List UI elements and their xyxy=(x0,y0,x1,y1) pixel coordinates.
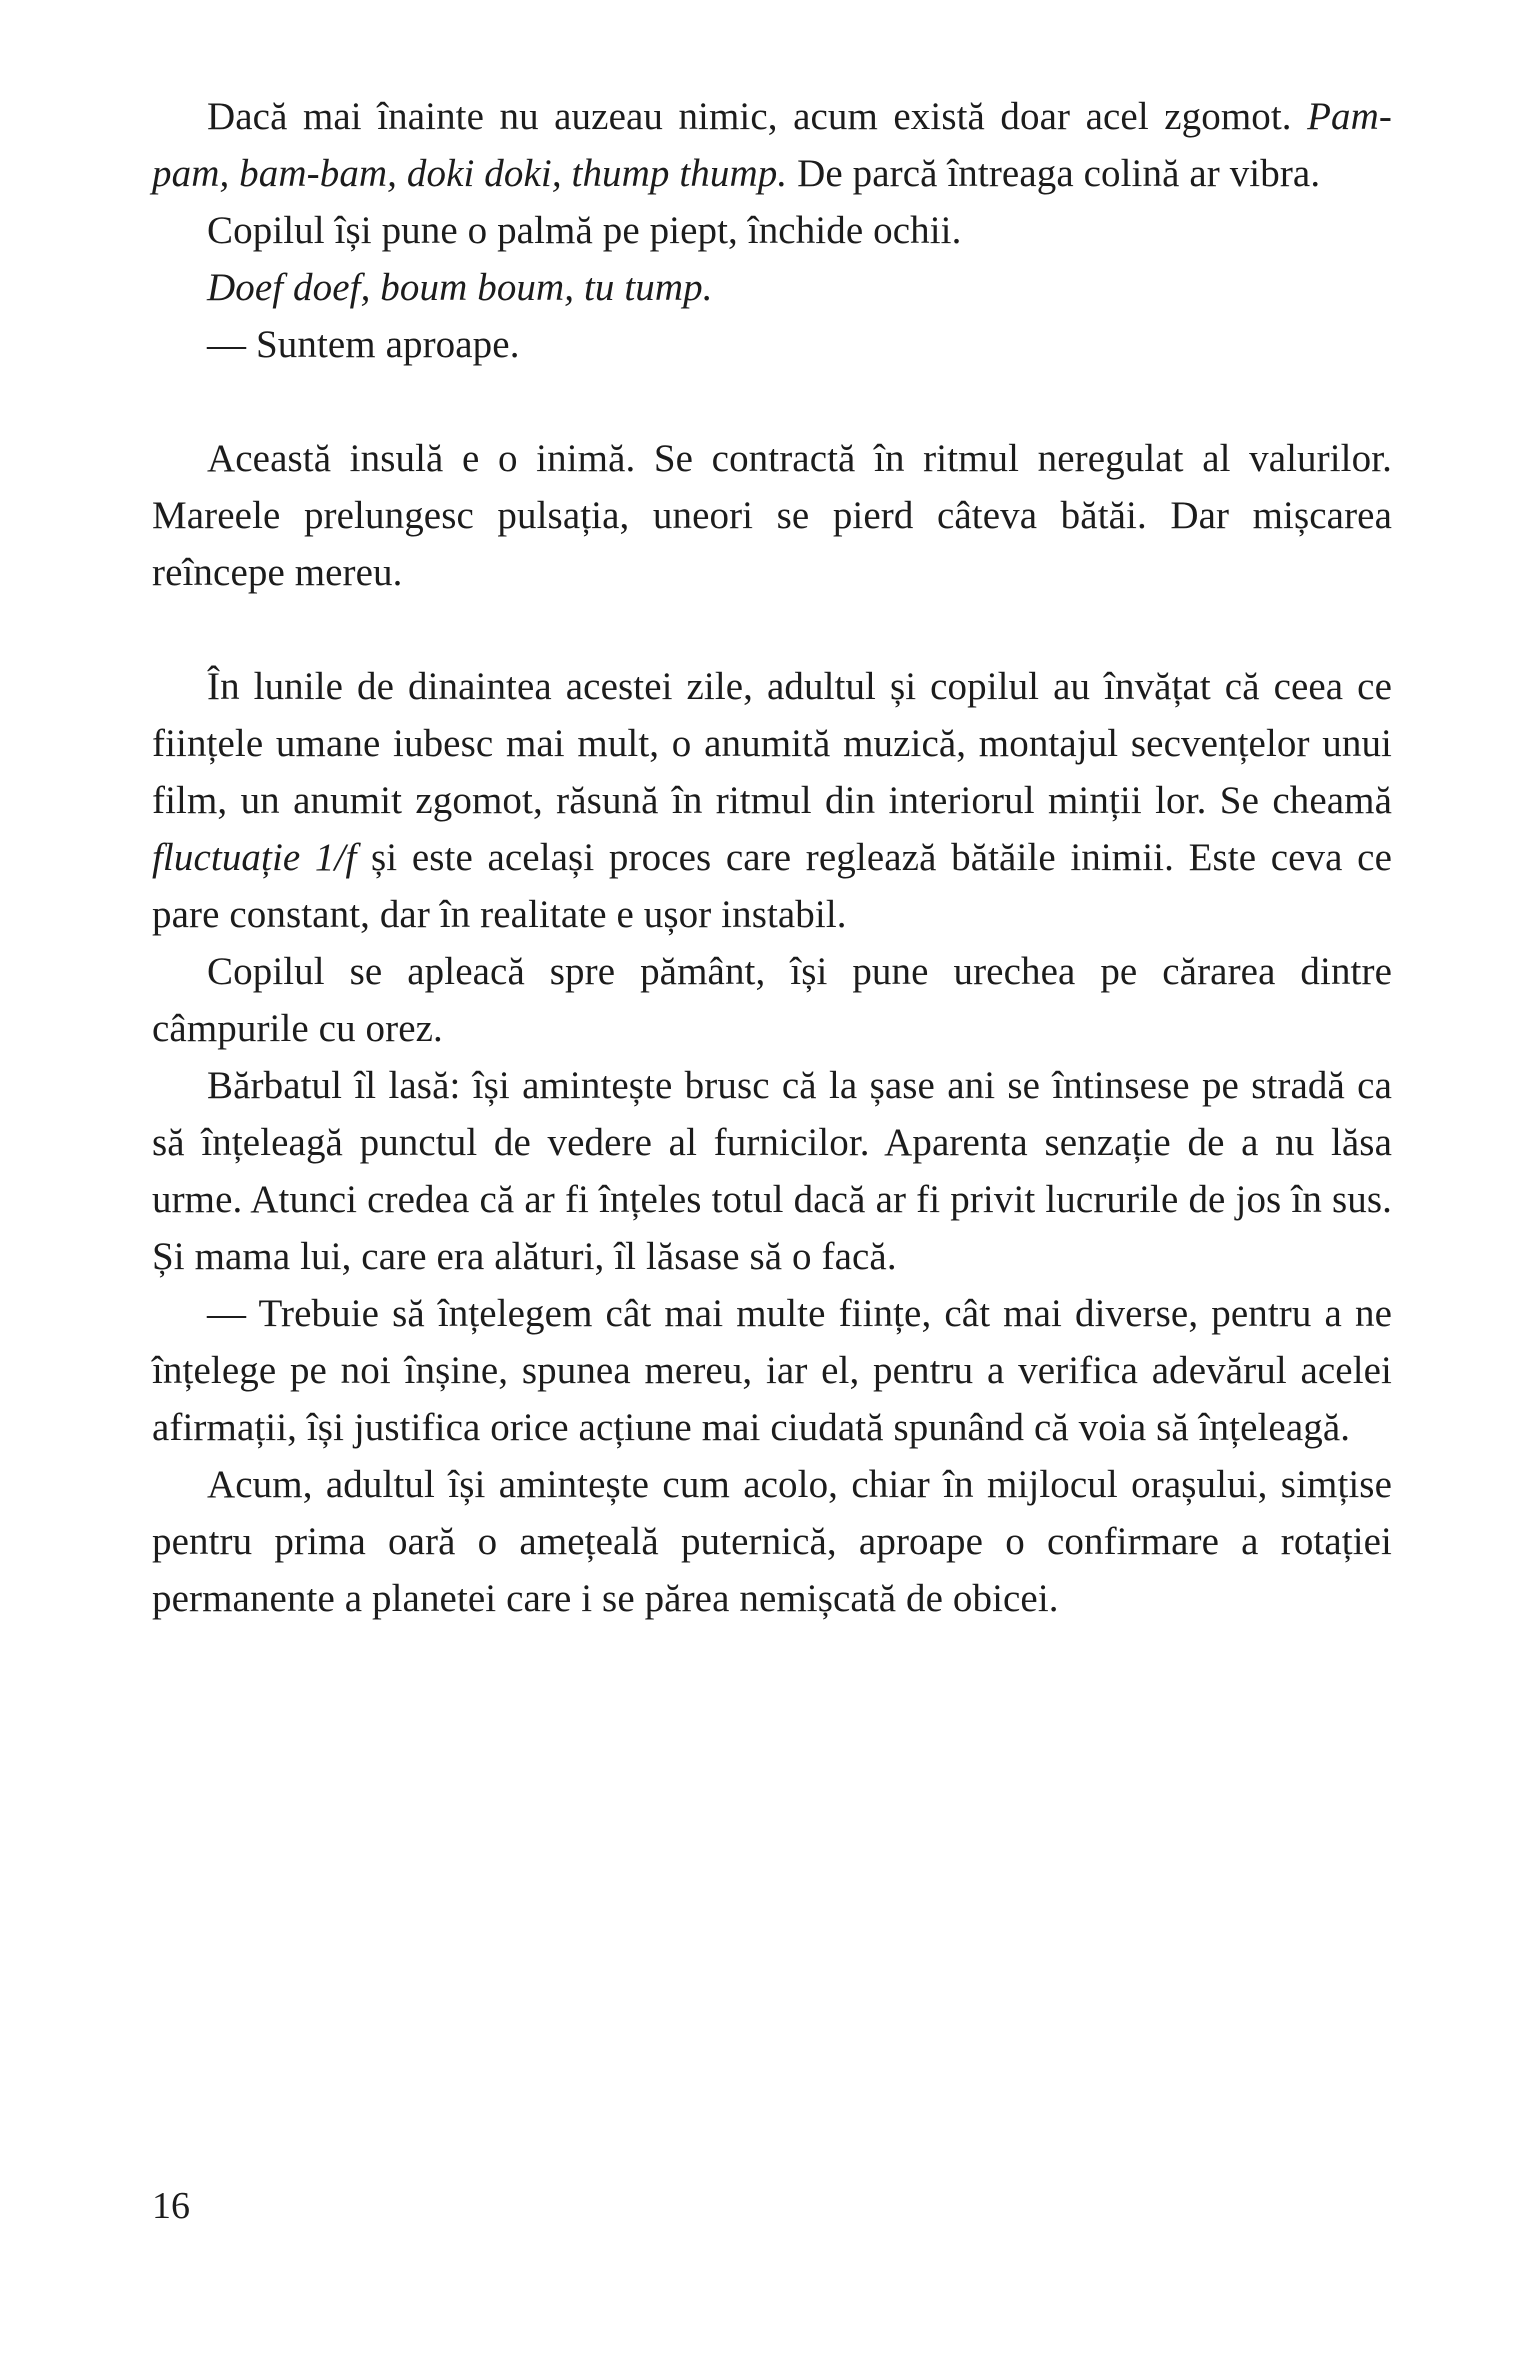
italic-text-run: Doef doef, boum boum, tu tump. xyxy=(207,266,713,309)
text-run: În lunile de dinaintea acestei zile, adultul și copilul au învățat că ceea ce ființele umane iubesc mai mult, o anumită muzică, montajul secvențelor unui film, un anumit zgomot, răsună în ritmul din interiorul minții lor. Se cheamă xyxy=(152,665,1392,822)
paragraph-9 xyxy=(152,1285,1392,1456)
page-number: 16 xyxy=(152,2185,190,2227)
paragraph-2 xyxy=(152,202,1392,259)
paragraph-6 xyxy=(152,658,1392,943)
text-run: Acum, adultul își amintește cum acolo, chiar în mijlocul orașului, simțise pentru prima oară o amețeală puternică, aproape o confirmare a rotației permanente a planetei care i se părea nemișcată de obicei. xyxy=(152,1463,1392,1620)
text-block xyxy=(152,88,1392,1627)
italic-text-run: Pam-pam, bam-bam, doki doki, thump thump. xyxy=(152,95,1392,195)
paragraph-10 xyxy=(152,1456,1392,1627)
text-run: Bărbatul îl lasă: își amintește brusc că la șase ani se întinsese pe stradă ca să înțeleagă punctul de vedere al furnicilor. Aparenta senzație de a nu lăsa urme. Atunci credea că ar fi înțeles totul dacă ar fi privit lucrurile de jos în sus. Și mama lui, care era alături, îl lăsase să o facă. xyxy=(152,1064,1392,1278)
italic-text-run: fluctuație 1/f xyxy=(152,836,357,879)
text-run: — Suntem aproape. xyxy=(207,323,520,366)
text-run: De parcă întreaga colină ar vibra. xyxy=(787,152,1321,195)
paragraph-8 xyxy=(152,1057,1392,1285)
paragraph-7 xyxy=(152,943,1392,1057)
paragraph-3 xyxy=(152,259,1392,316)
paragraph-5 xyxy=(152,430,1392,601)
text-run: Copilul își pune o palmă pe piept, închide ochii. xyxy=(207,209,962,252)
text-run: și este același proces care reglează bătăile inimii. Este ceva ce pare constant, dar în realitate e ușor instabil. xyxy=(152,836,1393,936)
text-run: Această insulă e o inimă. Se contractă în ritmul neregulat al valurilor. Mareele prelungesc pulsația, uneori se pierd câteva bătăi. Dar mișcarea reîncepe mereu. xyxy=(152,437,1392,594)
text-run: — Trebuie să înțelegem cât mai multe ființe, cât mai diverse, pentru a ne înțelege pe noi înșine, spunea mereu, iar el, pentru a verifica adevărul acelei afirmații, își justifica orice acțiune mai ciudată spunând că voia să înțeleagă. xyxy=(152,1292,1392,1449)
text-run: Dacă mai înainte nu auzeau nimic, acum există doar acel zgomot. xyxy=(207,95,1308,138)
text-run: Copilul se apleacă spre pământ, își pune urechea pe cărarea dintre câmpurile cu orez. xyxy=(152,950,1392,1050)
paragraph-4 xyxy=(152,316,1392,373)
paragraph-1 xyxy=(152,88,1392,202)
